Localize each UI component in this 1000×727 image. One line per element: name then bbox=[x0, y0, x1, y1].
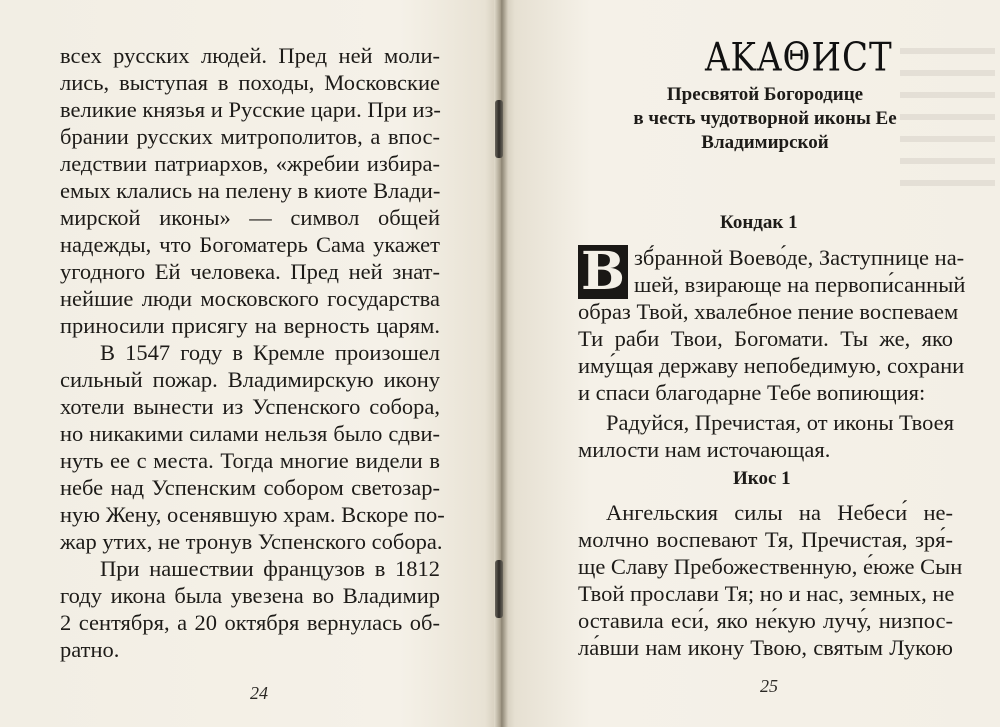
text-line: всех русских людей. Пред ней моли- bbox=[60, 43, 440, 68]
show-through-line bbox=[900, 180, 995, 186]
text-line: Ангельския силы на Небеси́ не- bbox=[606, 500, 953, 525]
text-line: жар утих, не тронув Успенского собора. bbox=[60, 529, 443, 554]
page-number: 25 bbox=[760, 676, 778, 696]
text-line: милости нам источающая. bbox=[578, 437, 831, 462]
text-line: хотели вынести из Успенского собора, bbox=[60, 394, 440, 419]
text-line: ную Жену, осенявшую храм. Вскоре по- bbox=[60, 502, 445, 527]
show-through-line bbox=[900, 70, 995, 76]
text-line: молчно воспевают Тя, Пречистая, зря́- bbox=[578, 527, 953, 552]
text-line: Ти раби Твои, Богомати. Ты же, яко bbox=[578, 326, 953, 351]
text-line: лись, выступая в походы, Московские bbox=[60, 70, 440, 95]
text-line: приносили присягу на верность царям. bbox=[60, 313, 440, 338]
text-line: Радуйся, Пречистая, от иконы Твоея bbox=[606, 410, 955, 435]
page-number: 24 bbox=[250, 683, 268, 703]
text-line: 2 сентября, а 20 октября вернулась об- bbox=[60, 610, 440, 635]
kontakion-heading: Кондак 1 bbox=[720, 212, 798, 233]
text-line: угодного Ей человека. Пред ней знат- bbox=[60, 259, 440, 284]
text-line: надежды, что Богоматерь Сама укажет bbox=[60, 232, 440, 257]
staple bbox=[495, 100, 503, 158]
text-line: При нашествии французов в 1812 bbox=[100, 556, 440, 581]
text-line: великие князья и Русские цари. При из- bbox=[60, 97, 441, 122]
subtitle-line: Пресвятой Богородице bbox=[666, 84, 864, 105]
text-line: и спаси благодарне Тебе вопиющия: bbox=[578, 380, 926, 405]
show-through-line bbox=[900, 48, 995, 54]
text-line: Твой прослави Тя; но и нас, земных, не bbox=[578, 581, 955, 606]
staple bbox=[495, 560, 503, 618]
text-line: году икона была увезена во Владимир bbox=[60, 583, 440, 608]
text-line: оставила еси́, яко не́кую лучу́, низпос- bbox=[578, 608, 953, 633]
text-line: нейшие люди московского государства bbox=[60, 286, 440, 311]
text-line: образ Твой, хвалебное пение воспеваем bbox=[578, 299, 959, 324]
text-line: ще Славу Пребожественную, е́юже Сын bbox=[578, 554, 963, 579]
ikos-heading: Икос 1 bbox=[733, 468, 791, 489]
text-line: емых клались на пелену в киоте Влади- bbox=[60, 178, 441, 203]
text-line: небе над Успенским собором светозар- bbox=[60, 475, 440, 500]
text-line: зб́ранной Воево́де, Заступнице на- bbox=[634, 245, 965, 270]
text-line: ла́вши нам икону Твою, святым Лукою bbox=[578, 635, 953, 660]
subtitle-line: Владимирской bbox=[701, 132, 829, 153]
text-line: ледствии патриархов, «жребии избира- bbox=[60, 151, 440, 176]
akathist-title: ΑΚΑΘИСТ bbox=[705, 35, 893, 81]
show-through-line bbox=[900, 158, 995, 164]
text-line: шей, взирающе на первопи́санный bbox=[634, 272, 966, 297]
drop-cap: В bbox=[578, 245, 628, 299]
text-line: ратно. bbox=[60, 637, 120, 662]
text-line: но никакими силами нельзя было сдви- bbox=[60, 421, 440, 446]
subtitle-line: в честь чудотворной иконы Ее bbox=[633, 108, 897, 129]
text-line: мирской иконы» — символ общей bbox=[60, 205, 440, 230]
text-line: В 1547 году в Кремле произошел bbox=[100, 340, 440, 365]
text-line: иму́щая державу непобедимую, сохрани bbox=[578, 353, 965, 378]
text-line: сильный пожар. Владимирскую икону bbox=[60, 367, 440, 392]
text-line: нуть ее с места. Тогда многие видели в bbox=[60, 448, 440, 473]
text-line: брании русских митрополитов, а впос- bbox=[60, 124, 440, 149]
